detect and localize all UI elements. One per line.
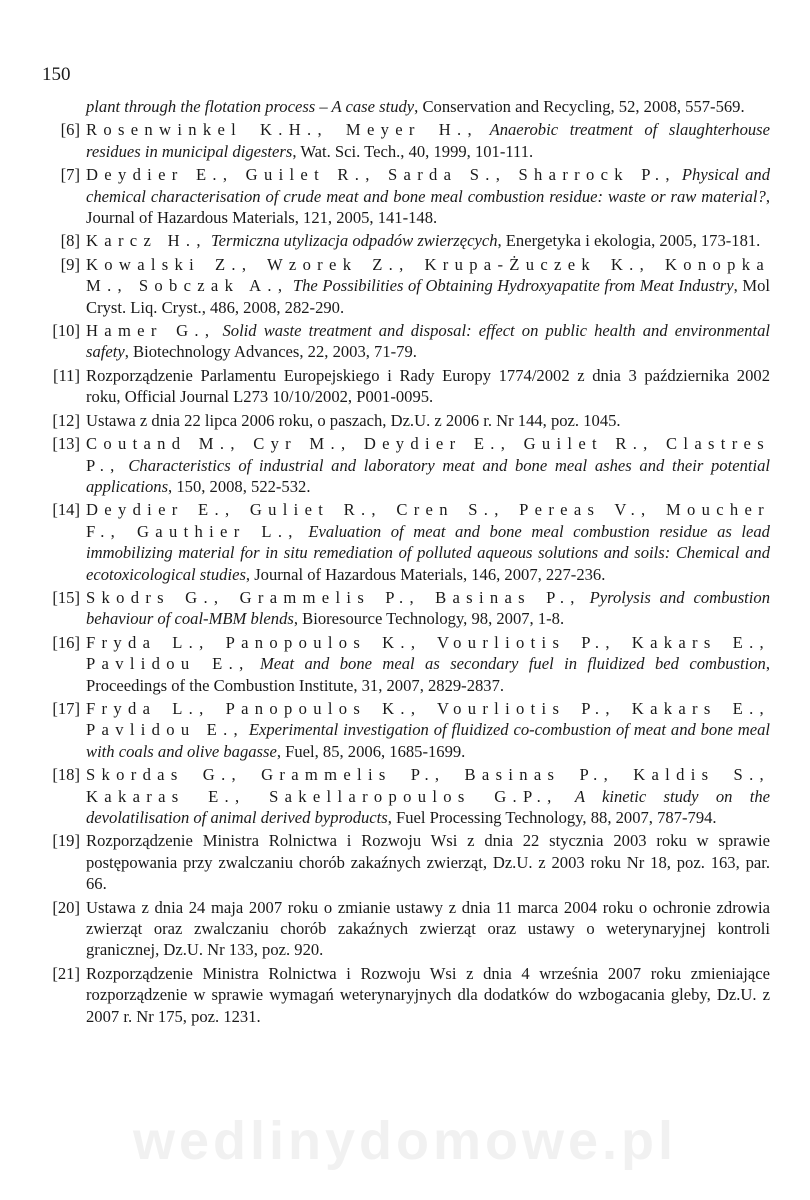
reference-number: [20] [52, 897, 80, 917]
reference-authors: Coutand M., Cyr M., Deydier E., Guilet R., Clastres P., [86, 434, 770, 475]
reference-item [34, 119, 770, 162]
reference-title: Meat and bone meal as secondary fuel in fluidized bed combustion [259, 654, 766, 674]
reference-number: [21] [52, 963, 80, 983]
reference-details: Ustawa z dnia 24 maja 2007 roku o zmianie ustawy z dnia 11 marca 2004 roku o ochronie zdrowia zwierząt oraz zwalczaniu chorób zakaźnych zwierząt oraz ustawy o weterynaryjnej kontroli granicznej, Dz.U. Nr 133, poz. 920. [86, 897, 770, 960]
reference-details: Rozporządzenie Ministra Rolnictwa i Rozwoju Wsi z dnia 22 stycznia 2003 roku w sprawie postępowania przy zwalczaniu chorób zakaźnych zwierząt, Dz.U. z 2003 roku Nr 18, poz. 163, par. 66. [86, 831, 770, 894]
reference-text [86, 320, 770, 363]
reference-item [34, 365, 770, 408]
reference-title: Termiczna utylizacja odpadów zwierzęcych [210, 231, 498, 251]
reference-details: , Wat. Sci. Tech., 40, 1999, 101-111. [292, 141, 534, 161]
reference-title: The Possibilities of Obtaining Hydroxyapatite from Meat Industry [292, 276, 734, 296]
reference-number: [16] [52, 632, 80, 652]
reference-number: [12] [52, 410, 80, 430]
reference-title: A kinetic study on the devolatilisation of animal derived byproducts [86, 786, 770, 827]
reference-text [86, 897, 770, 961]
reference-authors: Fryda L., Panopoulos K., Vourliotis P., Kakars E., Pavlidou E., [86, 698, 770, 740]
reference-details: , Proceedings of the Combustion Institute, 31, 2007, 2829-2837. [86, 654, 770, 695]
reference-text [86, 230, 770, 251]
reference-details: , Biotechnology Advances, 22, 2003, 71-79. [124, 342, 417, 362]
reference-item [34, 764, 770, 828]
reference-details: , Conservation and Recycling, 52, 2008, 557-569. [414, 97, 745, 116]
reference-item [34, 830, 770, 894]
reference-text [86, 499, 770, 585]
reference-text [86, 410, 770, 431]
reference-details: , Journal of Hazardous Materials, 121, 2005, 141-148. [86, 186, 770, 228]
reference-number: [14] [52, 500, 80, 520]
reference-details: Rozporządzenie Parlamentu Europejskiego i Rady Europy 1774/2002 z dnia 3 października 2002 roku, Official Journal L273 10/10/2002, P001-0095. [86, 365, 770, 407]
reference-authors: Deydier E., Guliet R., Cren S., Pereas V., Moucher F., Gauthier L., [86, 500, 770, 541]
reference-number: [17] [52, 698, 80, 718]
reference-text [86, 764, 770, 828]
reference-authors: Skordas G., Grammelis P., Basinas P., Kaldis S., Kakaras E., Sakellaropoulos G.P., [86, 765, 770, 806]
reference-title: Solid waste treatment and disposal: effect on public health and environmental safety [86, 321, 770, 362]
reference-title: Anaerobic treatment of slaughterhouse residues in municipal digesters [86, 120, 770, 161]
reference-list [34, 96, 770, 1029]
reference-title: Experimental investigation of fluidized co-combustion of meat and bone meal with coals and olive bagasse [86, 720, 771, 761]
reference-number: [13] [52, 434, 80, 454]
page-number: 150 [42, 64, 71, 85]
reference-text [86, 96, 770, 117]
reference-text [86, 830, 770, 894]
reference-item [34, 230, 770, 251]
reference-number: [10] [52, 321, 80, 341]
reference-authors: Hamer G., [86, 321, 216, 341]
reference-details: , Fuel, 85, 2006, 1685-1699. [276, 741, 466, 761]
reference-text [86, 632, 770, 696]
watermark: wedlinydomowe.pl [132, 1111, 678, 1171]
reference-details: , Mol Cryst. Liq. Cryst., 486, 2008, 282-290. [86, 276, 770, 317]
reference-authors: Kowalski Z., Wzorek Z., Krupa-Żuczek K., Konopka M., Sobczak A., [86, 254, 770, 296]
reference-text [86, 254, 770, 318]
reference-item [34, 254, 770, 318]
reference-item [34, 698, 770, 762]
reference-number: [19] [52, 831, 80, 851]
reference-details: Ustawa z dnia 22 lipca 2006 roku, o paszach, Dz.U. z 2006 r. Nr 144, poz. 1045. [86, 410, 621, 430]
reference-item [34, 320, 770, 363]
reference-item [34, 963, 770, 1027]
reference-number: [7] [60, 165, 80, 185]
reference-authors: Fryda L., Panopoulos K., Vourliotis P., Kakars E., Pavlidou E., [86, 632, 770, 674]
reference-text [86, 963, 770, 1027]
reference-details: , Bioresource Technology, 98, 2007, 1-8. [293, 609, 565, 629]
reference-text [86, 587, 770, 630]
reference-details: , Journal of Hazardous Materials, 146, 2007, 227-236. [245, 564, 606, 584]
reference-number: [8] [60, 231, 80, 251]
reference-details: , Energetyka i ekologia, 2005, 173-181. [497, 231, 761, 251]
reference-item [34, 897, 770, 961]
reference-authors: Karcz H., [86, 231, 207, 251]
reference-authors: Deydier E., Guilet R., Sarda S., Sharrock P., [86, 165, 676, 185]
reference-number: [6] [60, 120, 80, 140]
reference-item [34, 96, 770, 117]
reference-item [34, 587, 770, 630]
reference-text [86, 119, 770, 162]
reference-number: [9] [60, 254, 80, 274]
reference-details: Rozporządzenie Ministra Rolnictwa i Rozwoju Wsi z dnia 4 września 2007 roku zmieniające rozporządzenie w sprawie wymagań weterynaryjnych dla dodatków do wzbogacania gleby, Dz.U. z 2007 r. Nr 175, poz. 1231. [86, 963, 770, 1026]
reference-authors: Skodrs G., Grammelis P., Basinas P., [86, 587, 581, 607]
reference-title: Characteristics of industrial and laboratory meat and bone meal ashes and their potential applications [86, 455, 770, 496]
reference-text [86, 433, 770, 497]
reference-number: [15] [52, 587, 80, 607]
reference-item [34, 164, 770, 228]
reference-authors: Rosenwinkel K.H., Meyer H., [86, 120, 478, 140]
reference-item [34, 632, 770, 696]
reference-title: Evaluation of meat and bone meal combustion residue as lead immobilizing material for in situ remediation of polluted aqueous solutions and soils: Chemical and ecotoxicological studies [86, 521, 770, 584]
reference-title: Pyrolysis and combustion behaviour of coal-MBM blends [86, 587, 770, 629]
reference-number: [11] [52, 365, 80, 385]
reference-details: , 150, 2008, 522-532. [168, 476, 311, 496]
reference-item [34, 410, 770, 431]
reference-title: plant through the flotation process – A case study [86, 97, 415, 116]
reference-title: Physical and chemical characterisation of crude meat and bone meal combustion residue: waste or raw material? [86, 165, 770, 206]
reference-text [86, 164, 770, 228]
reference-text [86, 365, 770, 408]
reference-item [34, 499, 770, 585]
reference-number: [18] [52, 765, 80, 785]
reference-details: , Fuel Processing Technology, 88, 2007, 787-794. [387, 808, 717, 827]
reference-item [34, 433, 770, 497]
reference-text [86, 698, 770, 762]
